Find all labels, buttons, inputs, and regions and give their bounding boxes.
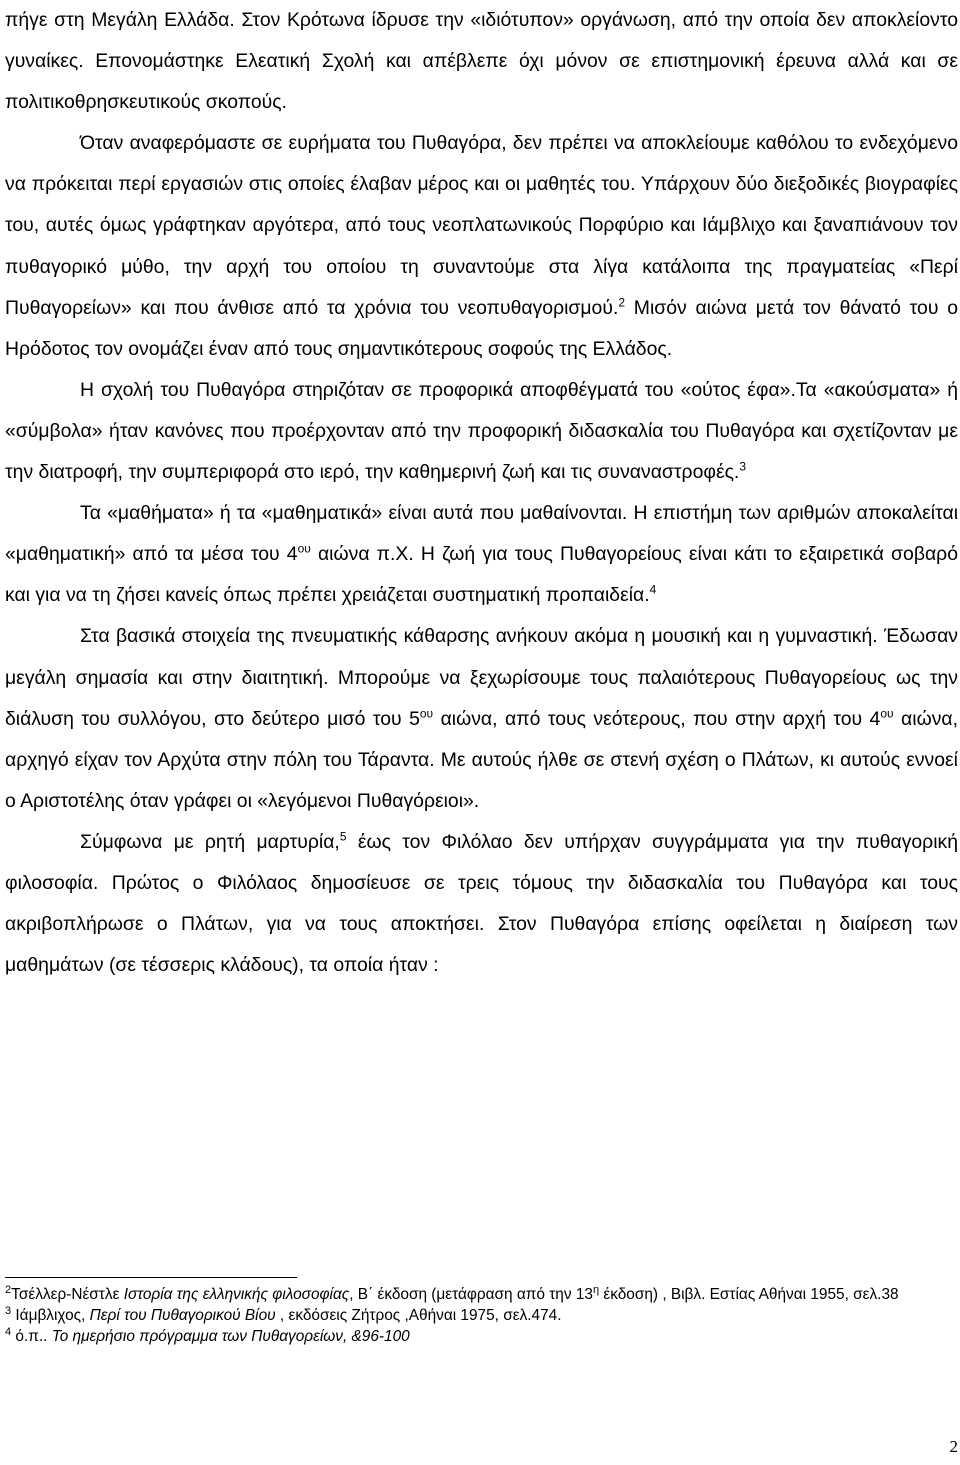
superscript: 4 bbox=[649, 582, 657, 597]
paragraph bbox=[5, 616, 958, 821]
text-run: Στα βασικά στοιχεία της πνευματικής κάθαρσης ανήκουν ακόμα η μουσική και η γυμναστική. Έδωσαν μεγάλη σημασία και στην διαιτητική. Μπορούμε να ξεχωρίσουμε τους παλαιότερους Πυθαγορείους ως την διάλυση του συλλόγου, στο δεύτερο μισό του 5 bbox=[5, 625, 958, 730]
superscript: 2 bbox=[5, 1283, 12, 1296]
footnotes bbox=[5, 1284, 958, 1347]
footnote bbox=[5, 1305, 958, 1326]
italic-title: Περί του Πυθαγορικού Βίου bbox=[89, 1307, 276, 1324]
paragraph bbox=[5, 0, 958, 123]
footnote bbox=[5, 1326, 958, 1347]
superscript: ου bbox=[880, 706, 894, 721]
body-text bbox=[5, 0, 958, 986]
text-run: Η σχολή του Πυθαγόρα στηριζόταν σε προφορικά αποφθέγματά του «ούτος έφα».Τα «ακούσματα» ή «σύμβολα» ήταν κανόνες που προέρχονταν από την προφορική διδασκαλία του Πυθαγόρα και σχετίζονταν με την διατροφή, την συμπεριφορά στο ιερό, την καθημερινή ζωή και τις συναναστροφές. bbox=[5, 378, 958, 484]
text-run: Τα «μαθήματα» ή τα «μαθηματικά» είναι αυτά που μαθαίνονται. Η επιστήμη των αριθμών αποκαλείται «μαθηματική» από τα μέσα του 4 bbox=[5, 502, 958, 566]
paragraph bbox=[5, 370, 958, 493]
text-run: ό.π.. bbox=[11, 1328, 52, 1345]
page-number: 2 bbox=[949, 1437, 958, 1456]
footnote bbox=[5, 1284, 958, 1305]
text-run: αιώνα, από τους νεότερους, που στην αρχή του 4 bbox=[433, 707, 881, 730]
superscript: 4 bbox=[5, 1325, 12, 1338]
italic-title: Το ημερήσιο πρόγραμμα των Πυθαγορείων, &96-100 bbox=[51, 1328, 410, 1345]
text-run: Μισόν αιώνα μετά τον θάνατό του ο Ηρόδοτος τον ονομάζει έναν από τους σημαντικότερους σοφούς της Ελλάδος. bbox=[5, 296, 958, 360]
footnote-separator bbox=[5, 1277, 297, 1278]
superscript: 5 bbox=[339, 829, 347, 844]
text-run: Ιάμβλιχος, bbox=[11, 1307, 90, 1324]
text-run: Τσέλλερ-Νέστλε bbox=[11, 1286, 124, 1303]
superscript: 3 bbox=[5, 1304, 12, 1317]
paragraph bbox=[5, 822, 958, 986]
text-run: πήγε στη Μεγάλη Ελλάδα. Στον Κρότωνα ίδρυσε την «ιδιότυπον» οργάνωση, από την οποία δεν αποκλείοντο γυναίκες. Επονομάστηκε Ελεατική Σχολή και απέβλεπε όχι μόνον σε επιστημονική έρευνα αλλά και σε πολιτικοθρησκευτικούς σκοπούς. bbox=[5, 9, 958, 114]
text-run: Όταν αναφερόμαστε σε ευρήματα του Πυθαγόρα, δεν πρέπει να αποκλείουμε καθόλου το ενδεχόμενο να πρόκειται περί εργασιών στις οποίες έλαβαν μέρος και οι μαθητές του. Υπάρχουν δύο διεξοδικές βιογραφίες του, αυτές όμως γράφτηκαν αργότερα, από τους νεοπλατωνικούς Πορφύριο και Ιάμβλιχο και ξαναπιάνουν τον πυθαγορικό μύθο, την αρχή του οποίου τη συναντούμε στα λίγα κατάλοιπα της πραγματείας «Περί Πυθαγορείων» και που άνθισε από τα χρόνια του νεοπυθαγορισμού. bbox=[5, 132, 958, 319]
text-run: αιώνα π.Χ. Η ζωή για τους Πυθαγορείους είναι κάτι το εξαιρετικά σοβαρό και για να τη ζήσει κανείς όπως πρέπει χρειάζεται συστηματική προπαιδεία. bbox=[5, 543, 958, 607]
superscript: η bbox=[592, 1283, 600, 1296]
superscript: ου bbox=[419, 706, 434, 721]
text-run: αιώνα, αρχηγό είχαν τον Αρχύτα στην πόλη του Τάραντα. Με αυτούς ήλθε σε στενή σχέση ο Πλάτων, κι αυτούς εννοεί ο Αριστοτέλης όταν γράφει οι «λεγόμενοι Πυθαγόρειοι». bbox=[5, 707, 958, 812]
text-run: , εκδόσεις Ζήτρος ,Αθήναι 1975, σελ.474. bbox=[275, 1307, 562, 1324]
text-run: Σύμφωνα με ρητή μαρτυρία, bbox=[80, 830, 340, 853]
superscript: 3 bbox=[739, 459, 747, 474]
italic-title: Ιστορία της ελληνικής φιλοσοφίας bbox=[123, 1286, 350, 1303]
paragraph bbox=[5, 123, 958, 370]
superscript: ου bbox=[297, 541, 311, 556]
paragraph bbox=[5, 493, 958, 616]
superscript: 2 bbox=[618, 295, 626, 310]
text-run: έκδοση) , Βιβλ. Εστίας Αθήναι 1955, σελ.38 bbox=[599, 1286, 899, 1303]
text-run: έως τον Φιλόλαο δεν υπήρχαν συγγράμματα για την πυθαγορική φιλοσοφία. Πρώτος ο Φιλόλαος δημοσίευσε σε τρεις τόμους την διδασκαλία του Πυθαγόρα και τους ακριβοπλήρωσε ο Πλάτων, για να τους αποκτήσει. Στον Πυθαγόρα επίσης οφείλεται η διαίρεση των μαθημάτων (σε τέσσερις κλάδους), τα οποία ήταν : bbox=[5, 830, 958, 977]
text-run: , Β΄ έκδοση (μετάφραση από την 13 bbox=[349, 1286, 593, 1303]
